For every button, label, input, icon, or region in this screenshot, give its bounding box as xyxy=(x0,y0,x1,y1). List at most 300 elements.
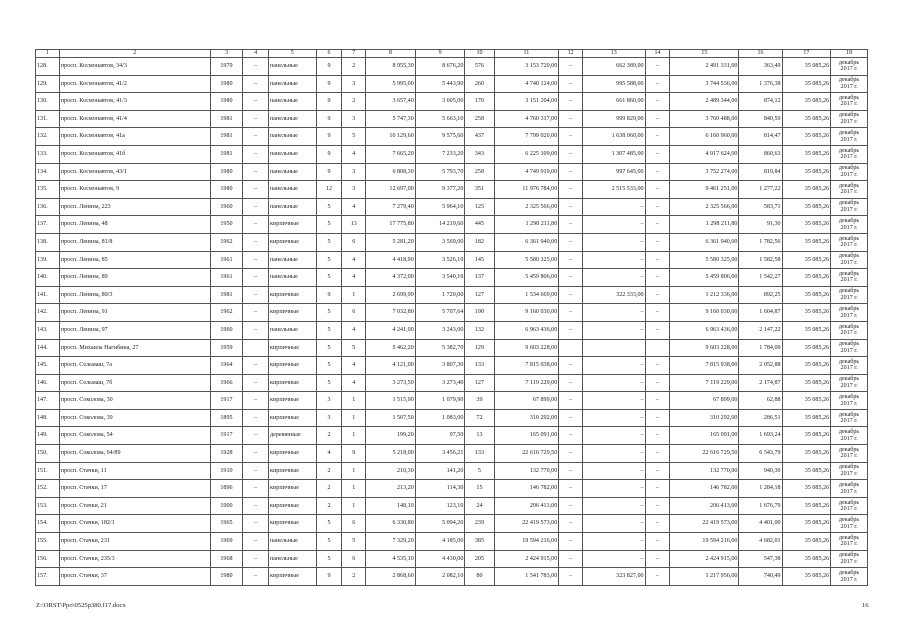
deadline-year: 2017 г. xyxy=(840,506,858,513)
table-cell: кирпичные xyxy=(269,480,316,498)
table-cell: 135. xyxy=(36,181,60,199)
table-body xyxy=(36,50,868,586)
table-cell: 213,20 xyxy=(366,480,416,498)
table-cell: просп. Михаила Нагибина, 27 xyxy=(59,339,210,357)
table-cell: – xyxy=(645,216,670,234)
footer-file-path: Z:\ORST\Ppo\0525p380.f17.docx xyxy=(36,602,126,609)
deadline-month: декабрь xyxy=(838,517,860,524)
column-header: 12 xyxy=(559,50,583,58)
table-cell: – xyxy=(582,233,645,251)
table-cell: 323 827,00 xyxy=(582,568,645,586)
table-cell: 5 xyxy=(316,515,342,533)
table-cell: просп. Космонавтов, 41/3 xyxy=(59,93,210,111)
table-cell: – xyxy=(243,515,269,533)
table-cell: 2 xyxy=(342,93,366,111)
table-cell: 3 760 488,00 xyxy=(670,110,739,128)
table-cell: 146. xyxy=(36,374,60,392)
column-header: 7 xyxy=(342,50,366,58)
table-cell: – xyxy=(243,480,269,498)
table-cell: просп. Космонавтов, 34/3 xyxy=(59,58,210,76)
table-cell: 2 699,90 xyxy=(366,286,416,304)
table-cell: – xyxy=(559,550,583,568)
table-cell: – xyxy=(243,497,269,515)
deadline-month: декабрь xyxy=(838,499,860,506)
deadline-year: 2017 г. xyxy=(840,242,858,249)
table-cell: 14 219,60 xyxy=(415,216,465,234)
deadline-month: декабрь xyxy=(838,200,860,207)
table-cell: 35 085,26 xyxy=(782,93,831,111)
table-cell: 149. xyxy=(36,427,60,445)
table-cell: 139. xyxy=(36,251,60,269)
table-cell: – xyxy=(559,145,583,163)
table-cell: – xyxy=(645,427,670,445)
table-cell: 141,20 xyxy=(415,462,465,480)
table-cell: 1 720,00 xyxy=(415,286,465,304)
table-cell: 145. xyxy=(36,357,60,375)
table-cell: 662 389,00 xyxy=(582,58,645,76)
table-cell: – xyxy=(243,58,269,76)
table-row xyxy=(36,198,868,216)
table-cell: 1 298 211,80 xyxy=(494,216,559,234)
deadline-year: 2017 г. xyxy=(840,171,858,178)
deadline-cell xyxy=(831,304,868,322)
table-cell: 6 361 940,00 xyxy=(494,233,559,251)
table-cell: – xyxy=(559,93,583,111)
table-cell: – xyxy=(645,198,670,216)
table-cell: 5 xyxy=(316,233,342,251)
deadline-month: декабрь xyxy=(838,411,860,418)
table-row xyxy=(36,550,868,568)
table-cell: 35 085,26 xyxy=(782,233,831,251)
table-cell: – xyxy=(645,445,670,463)
table-cell: 2 868,60 xyxy=(366,568,416,586)
table-cell: 6 xyxy=(342,233,366,251)
table-cell: 148. xyxy=(36,409,60,427)
table-cell: 1 676,79 xyxy=(739,497,782,515)
table-row xyxy=(36,304,868,322)
table-cell: 1 xyxy=(342,497,366,515)
table-cell: 5 580 325,00 xyxy=(494,251,559,269)
table-cell: 127 xyxy=(465,374,494,392)
table-cell: панельные xyxy=(269,550,316,568)
table-cell: 2 515 533,00 xyxy=(582,181,645,199)
table-cell: 2 489 344,00 xyxy=(670,93,739,111)
table-cell: 136. xyxy=(36,198,60,216)
table-cell: 4 241,00 xyxy=(366,321,416,339)
table-cell: 3 xyxy=(342,75,366,93)
deadline-month: декабрь xyxy=(838,235,860,242)
table-cell: 2 xyxy=(316,480,342,498)
table-cell: – xyxy=(645,392,670,410)
table-cell: 3 xyxy=(316,409,342,427)
deadline-month: декабрь xyxy=(838,306,860,313)
table-cell: 1 515,90 xyxy=(366,392,416,410)
table-cell: 7 032,80 xyxy=(366,304,416,322)
table-cell: 6 xyxy=(342,515,366,533)
table-cell: 310 292,00 xyxy=(670,409,739,427)
table-cell: 5 663,10 xyxy=(415,110,465,128)
table-cell: 1 782,56 xyxy=(739,233,782,251)
table-cell: – xyxy=(645,181,670,199)
table-cell: 1 284,18 xyxy=(739,480,782,498)
table-cell: 2 424 915,00 xyxy=(670,550,739,568)
table-cell xyxy=(559,339,583,357)
table-cell: – xyxy=(243,286,269,304)
table-cell: 5 xyxy=(316,339,342,357)
table-cell: просп. Ленина, 48 xyxy=(59,216,210,234)
table-cell: кирпичные xyxy=(269,339,316,357)
table-cell: 9 377,20 xyxy=(415,181,465,199)
column-header: 8 xyxy=(366,50,416,58)
table-cell: – xyxy=(645,357,670,375)
table-cell: 19 594 216,00 xyxy=(494,533,559,551)
table-cell: 1961 xyxy=(210,269,242,287)
table-cell: 2 xyxy=(316,497,342,515)
table-cell: 1981 xyxy=(210,286,242,304)
table-cell: 6 963 436,00 xyxy=(670,321,739,339)
table-cell: 286,51 xyxy=(739,409,782,427)
table-cell: – xyxy=(559,321,583,339)
table-cell: 1980 xyxy=(210,163,242,181)
table-row xyxy=(36,286,868,304)
deadline-cell xyxy=(831,339,868,357)
deadline-cell xyxy=(831,216,868,234)
table-cell: – xyxy=(645,568,670,586)
table-cell: 140. xyxy=(36,269,60,287)
table-cell: просп. Стачки, 11 xyxy=(59,462,210,480)
table-cell: 8 676,20 xyxy=(415,58,465,76)
table-cell: просп. Ленина, 91 xyxy=(59,304,210,322)
table-cell: 35 085,26 xyxy=(782,304,831,322)
table-cell: 1981 xyxy=(210,110,242,128)
table-cell: 62,88 xyxy=(739,392,782,410)
table-cell: 5 xyxy=(316,216,342,234)
deadline-year: 2017 г. xyxy=(840,154,858,161)
table-cell: кирпичные xyxy=(269,357,316,375)
table-cell: 351 xyxy=(465,181,494,199)
deadline-cell xyxy=(831,128,868,146)
table-cell: – xyxy=(243,321,269,339)
table-row xyxy=(36,392,868,410)
deadline-year: 2017 г. xyxy=(840,330,858,337)
column-header: 5 xyxy=(269,50,316,58)
deadline-cell xyxy=(831,110,868,128)
table-row xyxy=(36,216,868,234)
table-cell: 129 xyxy=(465,339,494,357)
table-cell: – xyxy=(243,374,269,392)
table-cell: – xyxy=(243,357,269,375)
deadline-year: 2017 г. xyxy=(840,365,858,372)
table-cell: 576 xyxy=(465,58,494,76)
table-cell: панельные xyxy=(269,533,316,551)
table-cell: панельные xyxy=(269,110,316,128)
table-cell: – xyxy=(559,163,583,181)
deadline-month: декабрь xyxy=(838,446,860,453)
deadline-year: 2017 г. xyxy=(840,382,858,389)
table-cell: 39 xyxy=(465,392,494,410)
table-cell: 146 782,00 xyxy=(494,480,559,498)
table-cell: 35 085,26 xyxy=(782,374,831,392)
table-cell: 9 603 228,00 xyxy=(494,339,559,357)
column-header: 9 xyxy=(415,50,465,58)
table-cell: 153. xyxy=(36,497,60,515)
deadline-month: декабрь xyxy=(838,481,860,488)
table-cell: 4 xyxy=(316,445,342,463)
table-row xyxy=(36,269,868,287)
table-cell: 1980 xyxy=(210,75,242,93)
deadline-month: декабрь xyxy=(838,94,860,101)
table-cell: просп. Соколова, 54 xyxy=(59,427,210,445)
table-cell: 35 085,26 xyxy=(782,409,831,427)
deadline-cell xyxy=(831,392,868,410)
table-cell: 131. xyxy=(36,110,60,128)
deadline-year: 2017 г. xyxy=(840,119,858,126)
table-cell: 35 085,26 xyxy=(782,339,831,357)
table-cell: 3 605,00 xyxy=(415,93,465,111)
deadline-month: декабрь xyxy=(838,112,860,119)
deadline-cell xyxy=(831,568,868,586)
table-cell: просп. Стачки, 21 xyxy=(59,497,210,515)
table-cell: кирпичные xyxy=(269,374,316,392)
table-cell: – xyxy=(645,304,670,322)
table-cell: 1960 xyxy=(210,198,242,216)
table-row xyxy=(36,128,868,146)
deadline-year: 2017 г. xyxy=(840,101,858,108)
table-cell: 4 740 124,00 xyxy=(494,75,559,93)
table-cell: 199,20 xyxy=(366,427,416,445)
table-cell: 35 085,26 xyxy=(782,550,831,568)
table-cell: 35 085,26 xyxy=(782,216,831,234)
table-row xyxy=(36,75,868,93)
table-cell: 154. xyxy=(36,515,60,533)
table-cell: просп. Ленина, 97 xyxy=(59,321,210,339)
table-cell: 5 281,20 xyxy=(366,233,416,251)
table-cell: 1 542,27 xyxy=(739,269,782,287)
table-cell: 385 xyxy=(465,533,494,551)
table-cell: – xyxy=(645,163,670,181)
table-cell: 3 243,00 xyxy=(415,321,465,339)
table-cell: – xyxy=(559,181,583,199)
table-cell: 1966 xyxy=(210,374,242,392)
table-cell: 9 xyxy=(316,568,342,586)
table-cell: 4 xyxy=(342,321,366,339)
table-cell: 819,84 xyxy=(739,163,782,181)
deadline-cell xyxy=(831,251,868,269)
deadline-cell xyxy=(831,93,868,111)
table-cell: 5 459 806,00 xyxy=(670,269,739,287)
table-cell: 1965 xyxy=(210,515,242,533)
table-cell: – xyxy=(582,251,645,269)
table-cell: 130. xyxy=(36,93,60,111)
table-cell: – xyxy=(559,374,583,392)
deadline-cell xyxy=(831,58,868,76)
column-header: 17 xyxy=(782,50,831,58)
housing-table xyxy=(35,49,868,586)
table-cell: кирпичные xyxy=(269,392,316,410)
table-cell: – xyxy=(645,374,670,392)
table-cell: 35 085,26 xyxy=(782,462,831,480)
deadline-year: 2017 г. xyxy=(840,312,858,319)
table-cell: – xyxy=(243,533,269,551)
table-cell: 170 xyxy=(465,93,494,111)
table-cell: 91,30 xyxy=(739,216,782,234)
table-cell: 661 860,00 xyxy=(582,93,645,111)
table-cell: 80 xyxy=(465,568,494,586)
table-cell: 17 775,80 xyxy=(366,216,416,234)
table-cell: 260 xyxy=(465,75,494,93)
table-row xyxy=(36,233,868,251)
table-cell: 5 747,30 xyxy=(366,110,416,128)
table-cell: 210,30 xyxy=(366,462,416,480)
table-cell: – xyxy=(645,251,670,269)
table-row xyxy=(36,533,868,551)
table-cell: 1896 xyxy=(210,480,242,498)
deadline-cell xyxy=(831,163,868,181)
column-header: 10 xyxy=(465,50,494,58)
table-cell: 138. xyxy=(36,233,60,251)
table-cell: панельные xyxy=(269,128,316,146)
table-cell: 132. xyxy=(36,128,60,146)
deadline-cell xyxy=(831,409,868,427)
table-cell: – xyxy=(243,251,269,269)
table-cell: 4 535,10 xyxy=(366,550,416,568)
table-cell: 35 085,26 xyxy=(782,163,831,181)
deadline-cell xyxy=(831,533,868,551)
deadline-cell xyxy=(831,550,868,568)
table-cell: 1980 xyxy=(210,93,242,111)
table-cell: 1968 xyxy=(210,550,242,568)
table-cell: – xyxy=(243,392,269,410)
table-cell: 35 085,26 xyxy=(782,357,831,375)
table-cell: 35 085,26 xyxy=(782,198,831,216)
table-cell: 9 461 251,00 xyxy=(670,181,739,199)
table-cell: 190 xyxy=(465,304,494,322)
table-cell: 3 273,40 xyxy=(415,374,465,392)
table-cell: панельные xyxy=(269,58,316,76)
table-cell: 3 273,50 xyxy=(366,374,416,392)
table-cell: – xyxy=(582,357,645,375)
table-cell: 1960 xyxy=(210,321,242,339)
table-cell: 5 382,70 xyxy=(415,339,465,357)
column-header: 15 xyxy=(670,50,739,58)
table-cell: – xyxy=(559,480,583,498)
table-row xyxy=(36,515,868,533)
table-cell: 1979 xyxy=(210,58,242,76)
table-cell: – xyxy=(645,286,670,304)
table-cell: 3 151 204,00 xyxy=(494,93,559,111)
table-cell: 6 330,80 xyxy=(366,515,416,533)
table-cell: 35 085,26 xyxy=(782,251,831,269)
table-cell: 4 749 919,00 xyxy=(494,163,559,181)
table-cell: 22 616 729,50 xyxy=(670,445,739,463)
table-cell: – xyxy=(559,216,583,234)
table-cell: 997 645,00 xyxy=(582,163,645,181)
table-cell: 1 507,50 xyxy=(366,409,416,427)
table-cell: – xyxy=(645,321,670,339)
table-cell: – xyxy=(645,550,670,568)
table-cell: – xyxy=(582,445,645,463)
table-cell: 940,30 xyxy=(739,462,782,480)
table-cell: просп. Космонавтов, 9 xyxy=(59,181,210,199)
table-cell xyxy=(582,339,645,357)
table-cell: 343 xyxy=(465,145,494,163)
deadline-month: декабрь xyxy=(838,182,860,189)
table-cell: – xyxy=(559,128,583,146)
table-cell: просп. Стачки, 235/3 xyxy=(59,550,210,568)
deadline-month: декабрь xyxy=(838,534,860,541)
deadline-month: декабрь xyxy=(838,218,860,225)
table-cell: просп. Стачки, 17 xyxy=(59,480,210,498)
table-cell: 2 325 566,00 xyxy=(494,198,559,216)
deadline-year: 2017 г. xyxy=(840,576,858,583)
table-cell: – xyxy=(243,427,269,445)
deadline-year: 2017 г. xyxy=(840,558,858,565)
table-cell: 7 233,20 xyxy=(415,145,465,163)
deadline-month: декабрь xyxy=(838,569,860,576)
table-cell: 22 419 573,00 xyxy=(494,515,559,533)
deadline-month: декабрь xyxy=(838,429,860,436)
table-cell: – xyxy=(582,304,645,322)
table-cell: 157. xyxy=(36,568,60,586)
table-cell: 437 xyxy=(465,128,494,146)
table-cell: – xyxy=(559,269,583,287)
table-cell: 740,49 xyxy=(739,568,782,586)
table-cell: – xyxy=(559,515,583,533)
table-cell: 1 217 956,00 xyxy=(670,568,739,586)
table-cell: просп. Ленина, 223 xyxy=(59,198,210,216)
table-cell: 1 xyxy=(342,462,366,480)
table-cell: – xyxy=(243,269,269,287)
deadline-year: 2017 г. xyxy=(840,400,858,407)
deadline-cell xyxy=(831,269,868,287)
table-cell: – xyxy=(582,216,645,234)
table-cell: кирпичные xyxy=(269,462,316,480)
table-cell: 4 xyxy=(342,251,366,269)
table-cell: 2 325 566,00 xyxy=(670,198,739,216)
table-cell: кирпичные xyxy=(269,568,316,586)
table-cell: 9 575,60 xyxy=(415,128,465,146)
table-cell: 13 xyxy=(465,427,494,445)
table-cell: 6 963 436,00 xyxy=(494,321,559,339)
deadline-year: 2017 г. xyxy=(840,66,858,73)
table-cell: 4 185,00 xyxy=(415,533,465,551)
table-cell: – xyxy=(645,480,670,498)
table-cell: 1962 xyxy=(210,304,242,322)
table-cell: 35 085,26 xyxy=(782,128,831,146)
table-cell: – xyxy=(559,233,583,251)
table-cell: 1 298 211,80 xyxy=(670,216,739,234)
table-cell: 150. xyxy=(36,445,60,463)
table-cell: 206 413,00 xyxy=(670,497,739,515)
table-cell: – xyxy=(645,269,670,287)
deadline-month: декабрь xyxy=(838,552,860,559)
table-cell: 1962 xyxy=(210,233,242,251)
table-cell: – xyxy=(645,93,670,111)
column-header: 16 xyxy=(739,50,782,58)
table-cell: 445 xyxy=(465,216,494,234)
table-cell: 2 147,22 xyxy=(739,321,782,339)
page-number: 16 xyxy=(862,602,869,609)
table-cell: 1959 xyxy=(210,339,242,357)
table-cell: 148,10 xyxy=(366,497,416,515)
table-header-row xyxy=(36,50,868,58)
table-cell: 5 xyxy=(316,269,342,287)
table-cell: – xyxy=(582,198,645,216)
table-cell: 165 091,00 xyxy=(494,427,559,445)
deadline-cell xyxy=(831,357,868,375)
table-cell: просп. Ленина, 89 xyxy=(59,269,210,287)
table-cell: – xyxy=(582,497,645,515)
